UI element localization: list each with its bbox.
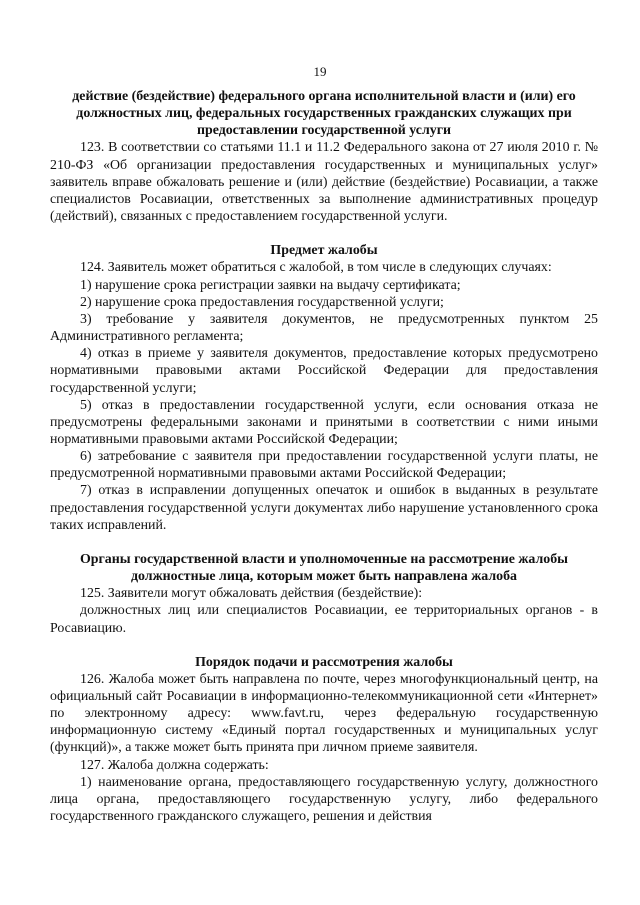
paragraph-126: 126. Жалоба может быть направлена по почте, через многофункциональный центр, на официальный сайт Росавиации в информационно-телекоммуникационной сети «Интернет» по электронному адресу: www.favt.ru, через федеральную государственную информационную систему «Единый портал государственных и муниципальных услуг (функций)», а также может быть принята при личном приеме заявителя. <box>50 671 598 756</box>
list-item-4: 4) отказ в приеме у заявителя документов, предоставление которых предусмотрено нормативными правовыми актами Российской Федерации для предоставления государственной услуги; <box>50 346 598 396</box>
section-heading-complaint-subject: Предмет жалобы <box>270 243 378 259</box>
list-item-1: 1) нарушение срока регистрации заявки на выдачу сертификата; <box>80 277 461 293</box>
page-content <box>50 88 598 825</box>
paragraph-127: 127. Жалоба должна содержать: <box>80 757 269 773</box>
paragraph-127-item-1: 1) наименование органа, предоставляющего государственную услугу, должностного лица органа, предоставляющего государственную услугу, либо федерального государственного гражданского служащего, решения и действия <box>50 774 598 825</box>
section-heading-authorities: Органы государственной власти и уполномоченные на рассмотрение жалобы должностные лица, которым может быть направлена жалоба <box>79 551 569 585</box>
list-item-6: 6) затребование с заявителя при предоставлении государственной услуги платы, не предусмотренной нормативными правовыми актами Российской Федерации; <box>50 449 598 482</box>
page-number: 19 <box>313 64 327 79</box>
paragraph-124: 124. Заявитель может обратиться с жалобой, в том числе в следующих случаях: <box>80 260 552 276</box>
list-item-2: 2) нарушение срока предоставления государственной услуги; <box>80 294 444 310</box>
section-heading-appeal-actions: действие (бездействие) федерального органа исполнительной власти и (или) его должностных лиц, федеральных государственных гражданских служащих при предоставлении государственной услуги <box>72 89 576 139</box>
paragraph-125-detail: должностных лиц или специалистов Росавиации, ее территориальных органов - в Росавиацию. <box>50 603 598 636</box>
paragraph-125: 125. Заявители могут обжаловать действия (бездействие): <box>80 586 423 602</box>
list-item-7: 7) отказ в исправлении допущенных опечаток и ошибок в выданных в результате предоставления государственной услуги документах либо нарушение установленного срока таких исправлений. <box>50 483 598 533</box>
list-item-5: 5) отказ в предоставлении государственной услуги, если основания отказа не предусмотрены федеральными законами и принятыми в соответствии с ними иными нормативными правовыми актами Российской Федерации; <box>50 397 598 447</box>
section-heading-filing-procedure: Порядок подачи и рассмотрения жалобы <box>195 654 453 670</box>
paragraph-123: 123. В соответствии со статьями 11.1 и 11.2 Федерального закона от 27 июля 2010 г. № 210-ФЗ «Об организации предоставления государственных и муниципальных услуг» заявитель вправе обжаловать решение и (или) действие (бездействие) Росавиации, а также специалистов Росавиации, ответственных за выполнение административных процедур (действий), связанных с предоставлением государственной услуги. <box>50 140 598 225</box>
list-item-3: 3) требование у заявителя документов, не предусмотренных пунктом 25 Административного регламента; <box>50 311 598 345</box>
